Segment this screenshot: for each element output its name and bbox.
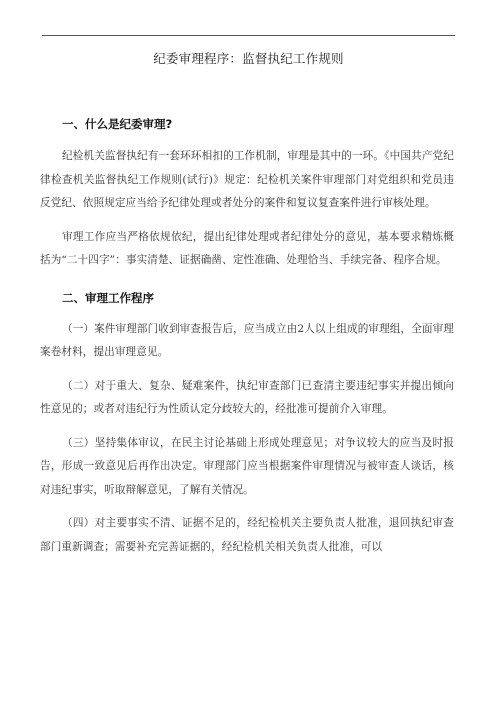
paragraph: （三）坚持集体审议，在民主讨论基础上形成处理意见；对争议较大的应当及时报告，形成一致意见后再作出决定。审理部门应当根据案件审理情况与被审查人谈话，核对违纪事实，听取辩解意见，了解有关情况。 [40,436,454,496]
header-rule [42,35,455,36]
paragraph: （二）对于重大、复杂、疑难案件，执纪审查部门已查清主要违纪事实并提出倾向性意见的；或者对违纪行为性质认定分歧较大的，经批准可提前介入审理。 [40,379,454,415]
paragraph: （一）案件审理部门收到审查报告后，应当成立由2人以上组成的审理组，全面审理案卷材料，提出审理意见。 [40,322,454,358]
paragraph: （四）对主要事实不清、证据不足的，经纪检机关主要负责人批准，退回执纪审查部门重新调查；需要补充完善证据的，经纪检机关相关负责人批准，可以 [40,517,454,553]
document-title: 纪委审理程序：监督执纪工作规则 [153,51,344,66]
document-body [40,116,454,559]
section-heading-1: 一、什么是纪委审理? [62,117,173,131]
paragraph: 纪检机关监督执纪有一套环环相扣的工作机制，审理是其中的一环。《中国共产党纪律检查机关监督执纪工作规则(试行)》规定：纪检机关案件审理部门对党组织和党员违反党纪、依照规定应当给予纪律处理或者处分的案件和复议复查案件进行审核处理。 [40,150,454,209]
section-heading-2: 二、审理工作程序 [62,290,154,305]
paragraph: 审理工作应当严格依规依纪，提出纪律处理或者纪律处分的意见，基本要求精炼概括为“二十四字”：事实清楚、证据确凿、定性准确、处理恰当、手续完备、程序合规。 [40,230,454,266]
